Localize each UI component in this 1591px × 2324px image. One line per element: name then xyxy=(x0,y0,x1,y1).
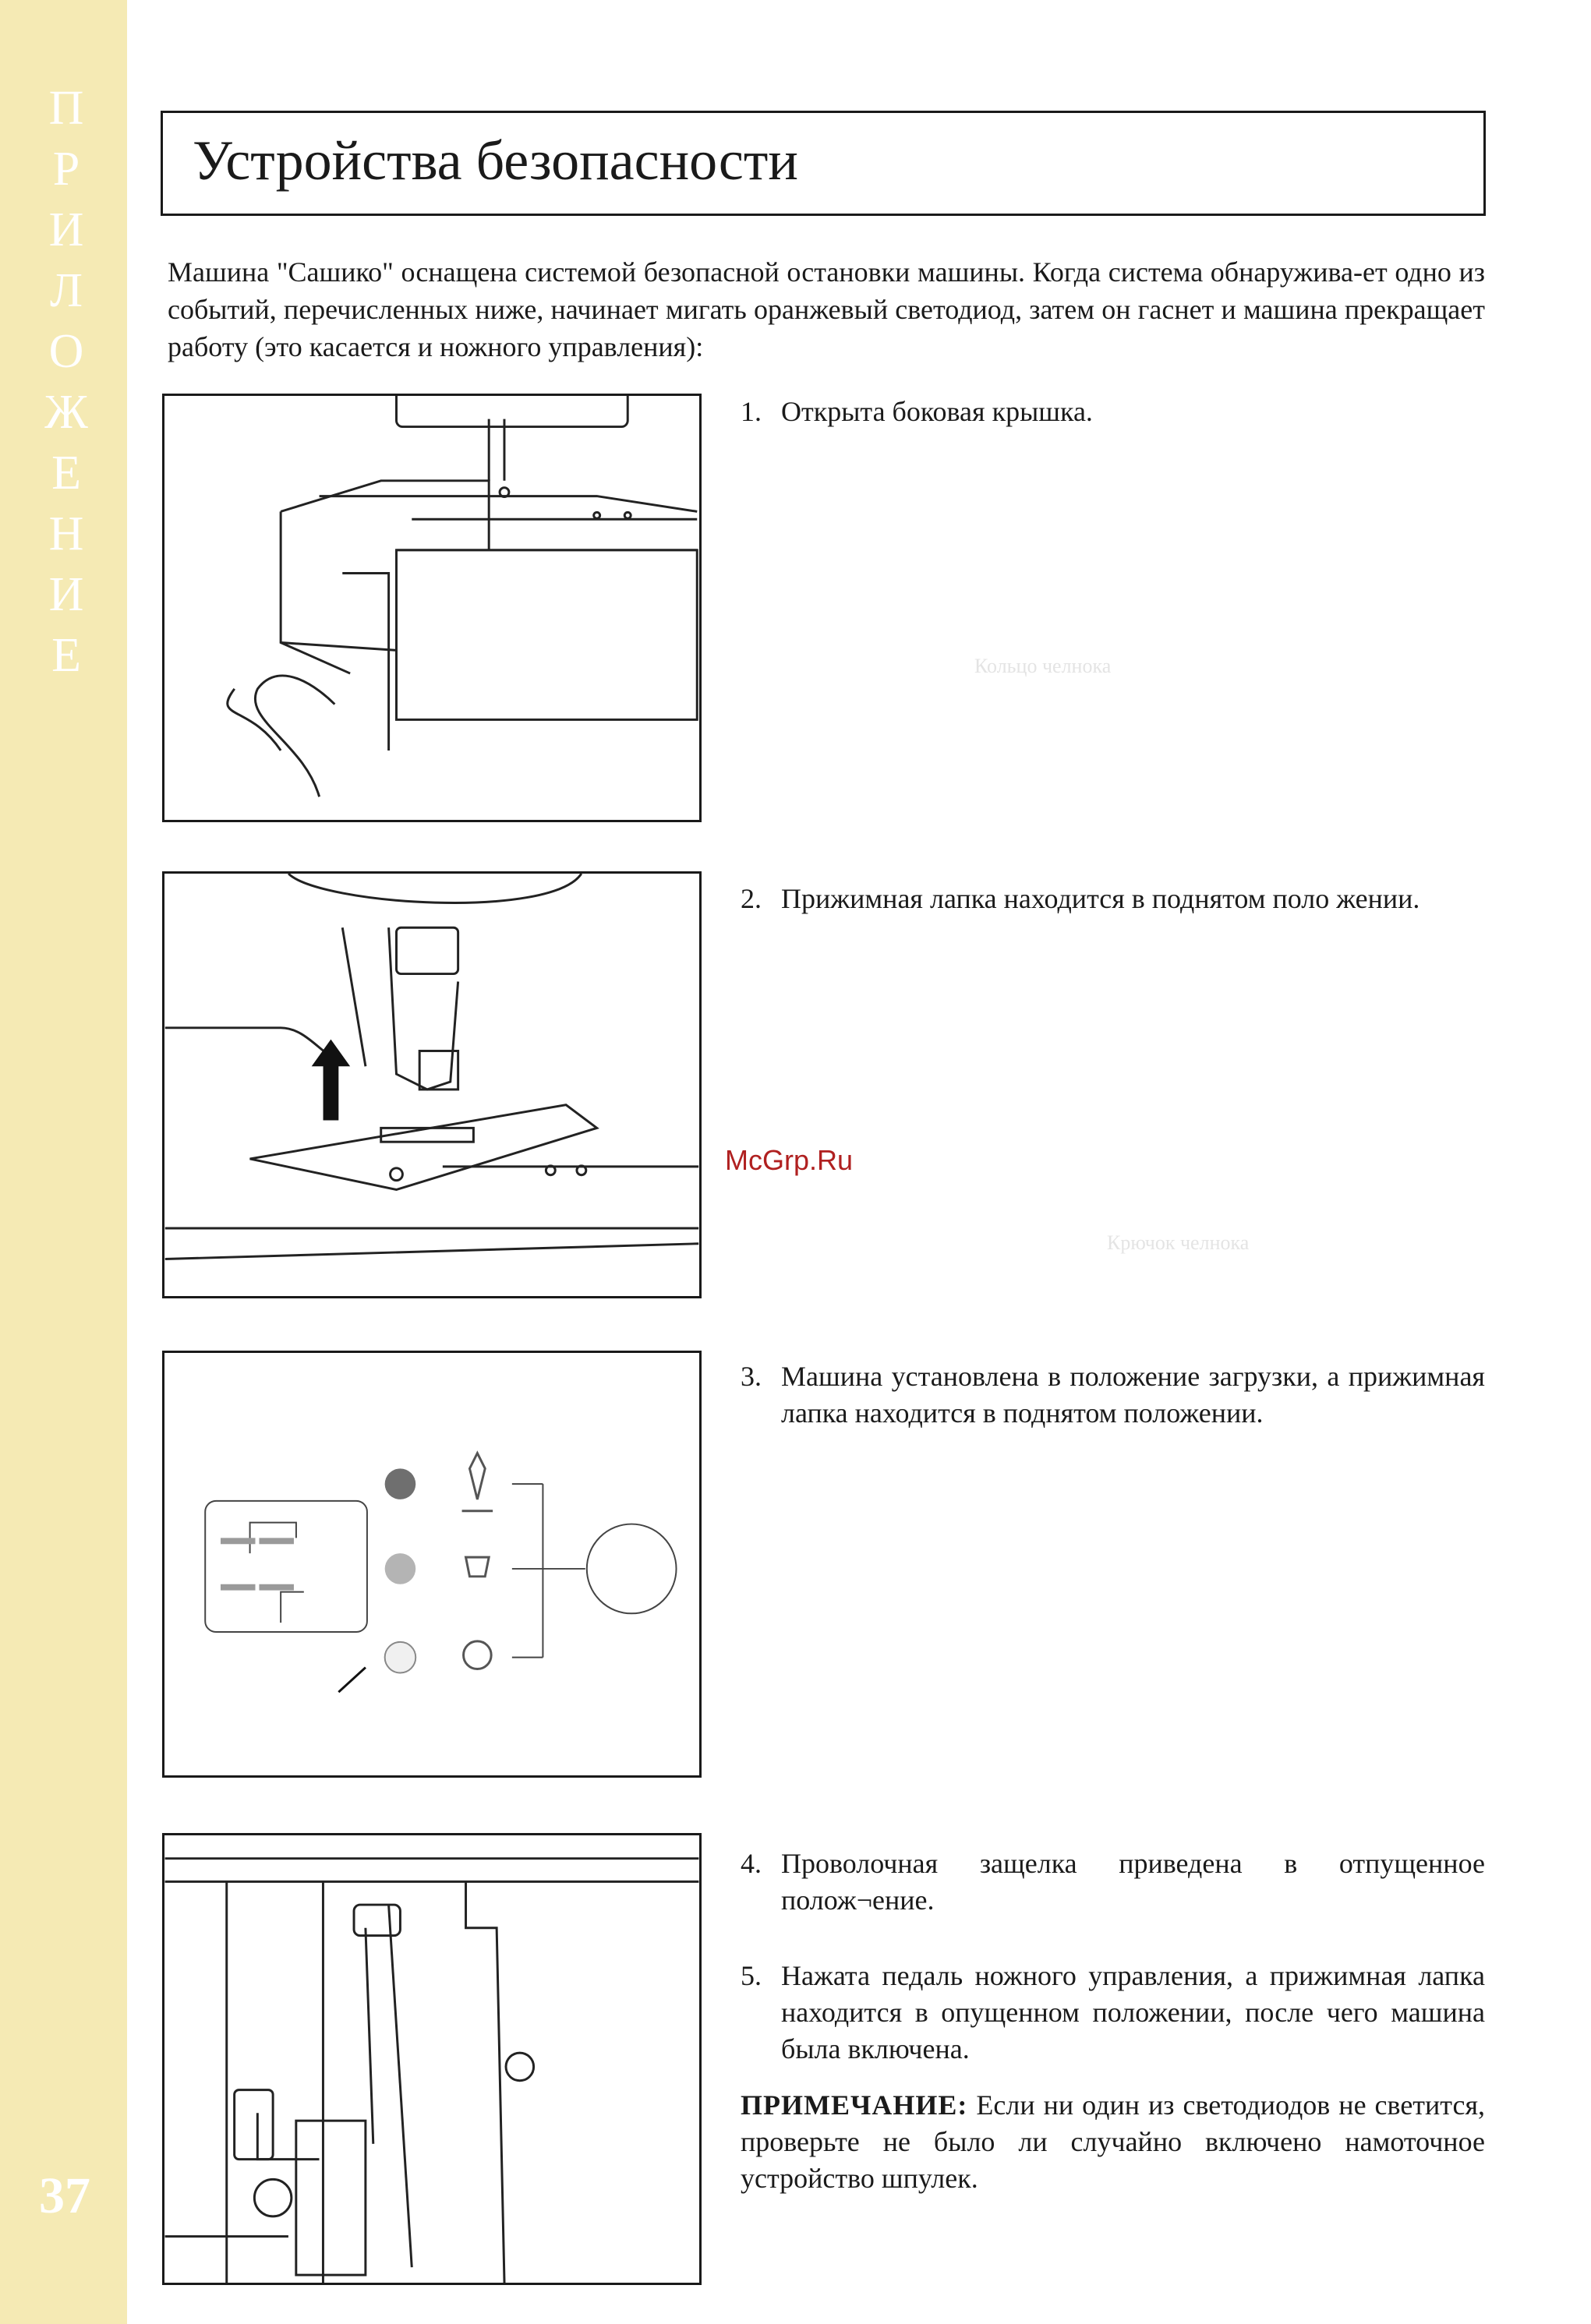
side-letter: И xyxy=(48,568,84,621)
bleed-through-label: Крючок челнока xyxy=(1107,1231,1250,1254)
page-title: Устройства безопасности xyxy=(193,129,798,192)
led-orange-icon xyxy=(385,1468,416,1499)
needle-icon xyxy=(469,1453,485,1499)
step-5 xyxy=(741,1958,1485,2068)
side-letter: Е xyxy=(51,447,81,500)
note-label: ПРИМЕЧАНИЕ: xyxy=(741,2089,968,2121)
step-1 xyxy=(741,394,1485,430)
step-number: 5. xyxy=(741,1960,762,1991)
step-text: Нажата педаль ножного управления, а прижимная лапка находится в опущенном положении, после чего машина была включена. xyxy=(781,1960,1485,2064)
step-number: 1. xyxy=(741,396,762,427)
title-box xyxy=(161,111,1486,216)
dash-icons xyxy=(221,1538,294,1590)
side-letter: П xyxy=(48,82,84,135)
arrow-up-icon xyxy=(312,1040,350,1121)
step-4 xyxy=(741,1845,1485,1919)
side-cover-illustration xyxy=(164,396,699,820)
led-panel-illustration xyxy=(164,1353,699,1775)
step-text: Открыта боковая крышка. xyxy=(781,396,1093,427)
side-letter: Р xyxy=(52,143,80,196)
watermark: McGrp.Ru xyxy=(725,1144,854,1176)
figure-side-cover xyxy=(162,394,702,822)
page-number: 37 xyxy=(39,2167,90,2224)
side-letter: Л xyxy=(49,264,83,317)
note xyxy=(741,2087,1485,2197)
step-text: Прижимная лапка находится в поднятом поло жении. xyxy=(781,883,1420,914)
figure-wire-latch xyxy=(162,1833,702,2285)
side-letter: Ж xyxy=(44,386,88,439)
step-text: Машина установлена в положение загрузки, а прижимная лапка находится в поднятом положении. xyxy=(781,1361,1485,1429)
side-letter: Е xyxy=(51,629,81,682)
pointer-arrow-icon xyxy=(338,1668,366,1693)
side-letter: О xyxy=(48,325,84,378)
step-number: 4. xyxy=(741,1848,762,1879)
side-letter: Н xyxy=(48,507,84,560)
step-number: 3. xyxy=(741,1361,762,1392)
note-text: Если ни один из светодиодов не светится, проверьте не было ли случайно включено намоточное устройство шпулек. xyxy=(741,2089,1486,2194)
presser-foot-illustration xyxy=(164,874,699,1296)
side-tab xyxy=(0,0,127,2324)
step-3 xyxy=(741,1358,1485,1432)
step-number: 2. xyxy=(741,883,762,914)
bleed-through-label: Кольцо челнока xyxy=(974,655,1112,677)
bobbin-icon xyxy=(464,1641,492,1669)
led-bottom-icon xyxy=(385,1642,416,1673)
step-text: Проволочная защелка приведена в отпущенное полож¬ение. xyxy=(781,1848,1485,1916)
intro-paragraph: Машина "Сашико" оснащена системой безопасной остановки машины. Когда система обнаружива-ет одно из событий, перечисленных ниже, начинает мигать оранжевый светодиод, затем он гаснет и машина прекращает работу (это касается и ножного управления): xyxy=(168,256,1485,362)
step-2 xyxy=(741,881,1485,917)
presser-foot-icon xyxy=(466,1557,490,1577)
figure-led-panel xyxy=(162,1351,702,1778)
side-letter: И xyxy=(48,203,84,256)
wire-latch-illustration xyxy=(164,1835,699,2283)
led-middle-icon xyxy=(385,1553,416,1584)
side-tab-letters xyxy=(8,78,125,686)
figure-presser-foot-up xyxy=(162,871,702,1298)
